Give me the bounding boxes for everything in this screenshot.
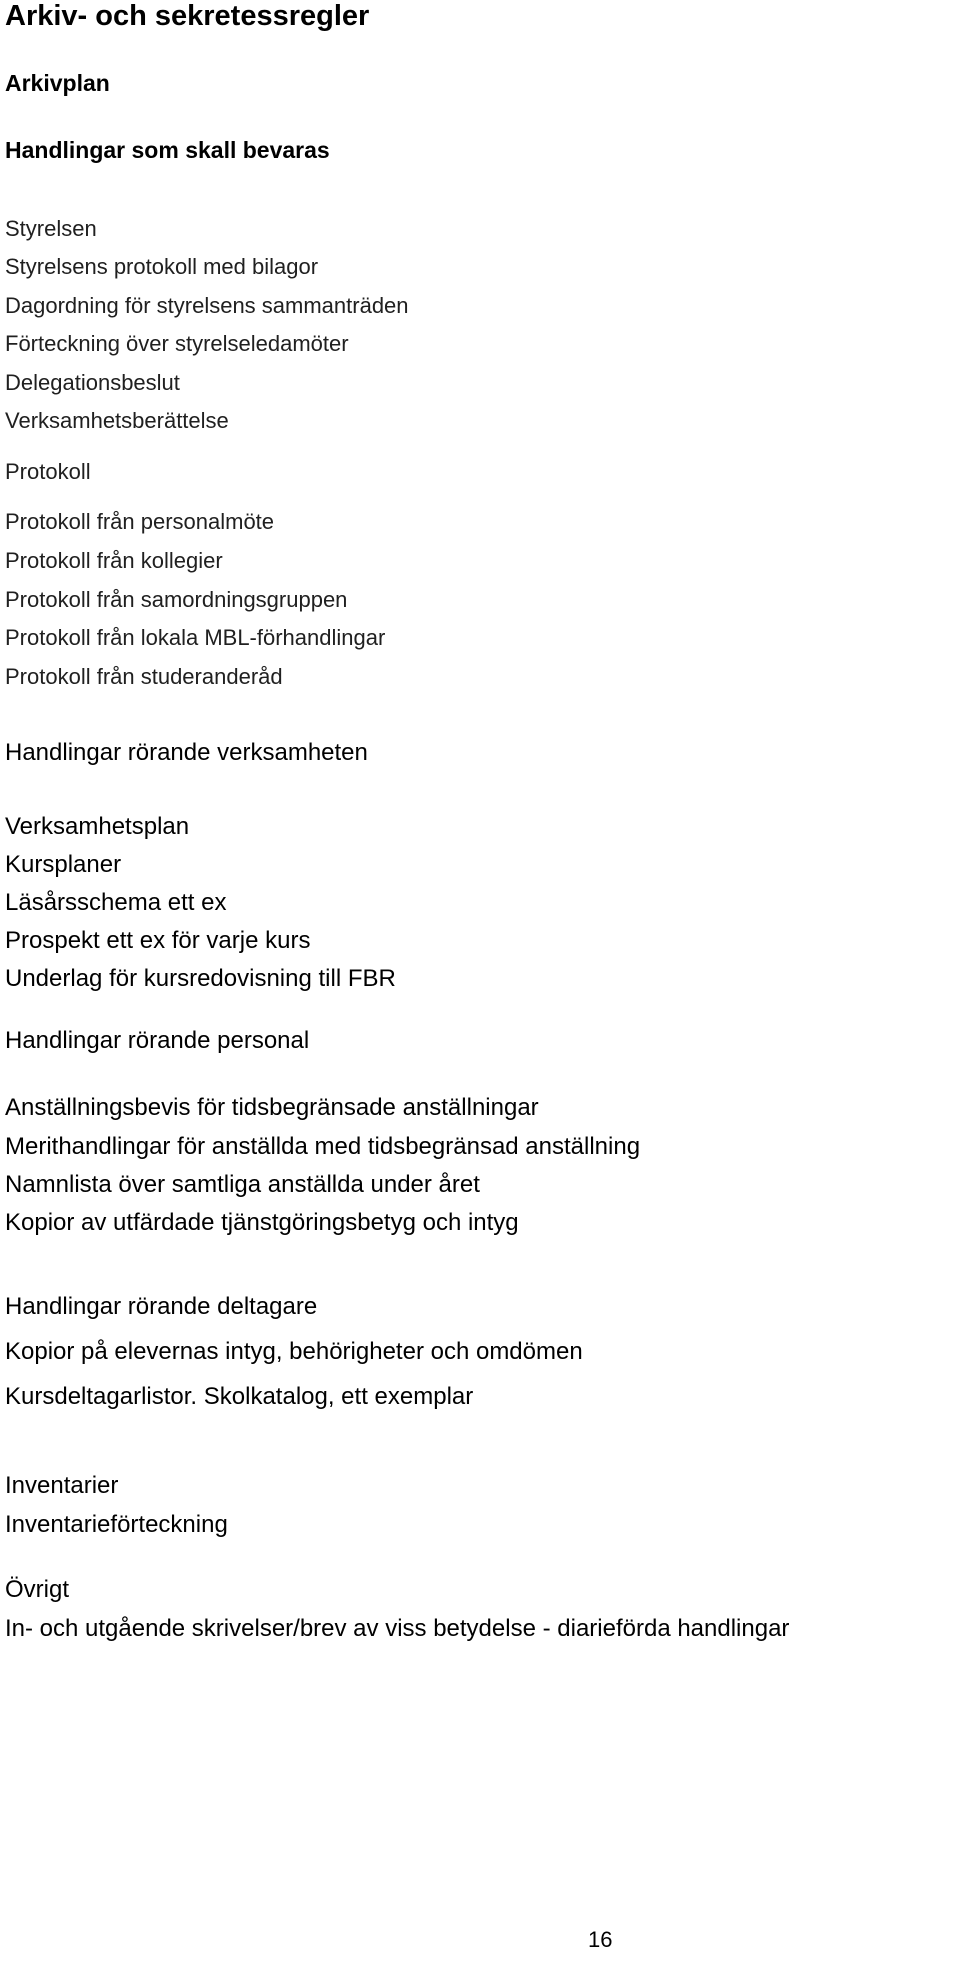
list-item: Protokoll från kollegier [5, 548, 223, 573]
section-heading-styrelsen: Styrelsen [5, 216, 97, 241]
section-heading-protokoll: Protokoll [5, 459, 91, 484]
list-item: Delegationsbeslut [5, 370, 180, 395]
section-heading-personal: Handlingar rörande personal [5, 1027, 310, 1054]
list-item: Kursdeltagarlistor. Skolkatalog, ett exemplar [5, 1383, 474, 1410]
section-heading-verksamheten: Handlingar rörande verksamheten [5, 739, 368, 766]
list-item: Verksamhetsberättelse [5, 408, 229, 433]
list-item: Namnlista över samtliga anställda under året [5, 1171, 480, 1198]
page-number: 16 [588, 1927, 613, 1952]
section-heading-ovrigt: Övrigt [5, 1576, 70, 1603]
list-item: Förteckning över styrelseledamöter [5, 331, 349, 356]
list-item: Dagordning för styrelsens sammanträden [5, 293, 409, 318]
subtitle-handlingar-som-skall-bevaras: Handlingar som skall bevaras [5, 137, 330, 163]
list-item: Inventarieförteckning [5, 1511, 228, 1538]
list-item: Kopior av utfärdade tjänstgöringsbetyg och intyg [5, 1209, 519, 1236]
list-item: Merithandlingar för anställda med tidsbegränsad anställning [5, 1133, 641, 1160]
list-item: In- och utgående skrivelser/brev av viss betydelse - diarieförda handlingar [5, 1615, 790, 1642]
section-heading-deltagare: Handlingar rörande deltagare [5, 1293, 318, 1320]
list-item: Protokoll från studeranderåd [5, 664, 283, 689]
list-item: Verksamhetsplan [5, 813, 190, 840]
list-item: Läsårsschema ett ex [5, 889, 227, 916]
list-item: Protokoll från samordningsgruppen [5, 587, 348, 612]
list-item: Protokoll från personalmöte [5, 509, 275, 534]
list-item: Protokoll från lokala MBL-förhandlingar [5, 625, 386, 650]
page-title: Arkiv- och sekretessregler [5, 0, 370, 32]
list-item: Anställningsbevis för tidsbegränsade anställningar [5, 1094, 539, 1121]
subtitle-arkivplan: Arkivplan [5, 70, 110, 96]
list-item: Kopior på elevernas intyg, behörigheter och omdömen [5, 1338, 583, 1365]
list-item: Underlag för kursredovisning till FBR [5, 965, 396, 992]
list-item: Prospekt ett ex för varje kurs [5, 927, 311, 954]
section-heading-inventarier: Inventarier [5, 1472, 119, 1499]
list-item: Kursplaner [5, 851, 122, 878]
list-item: Styrelsens protokoll med bilagor [5, 254, 319, 279]
